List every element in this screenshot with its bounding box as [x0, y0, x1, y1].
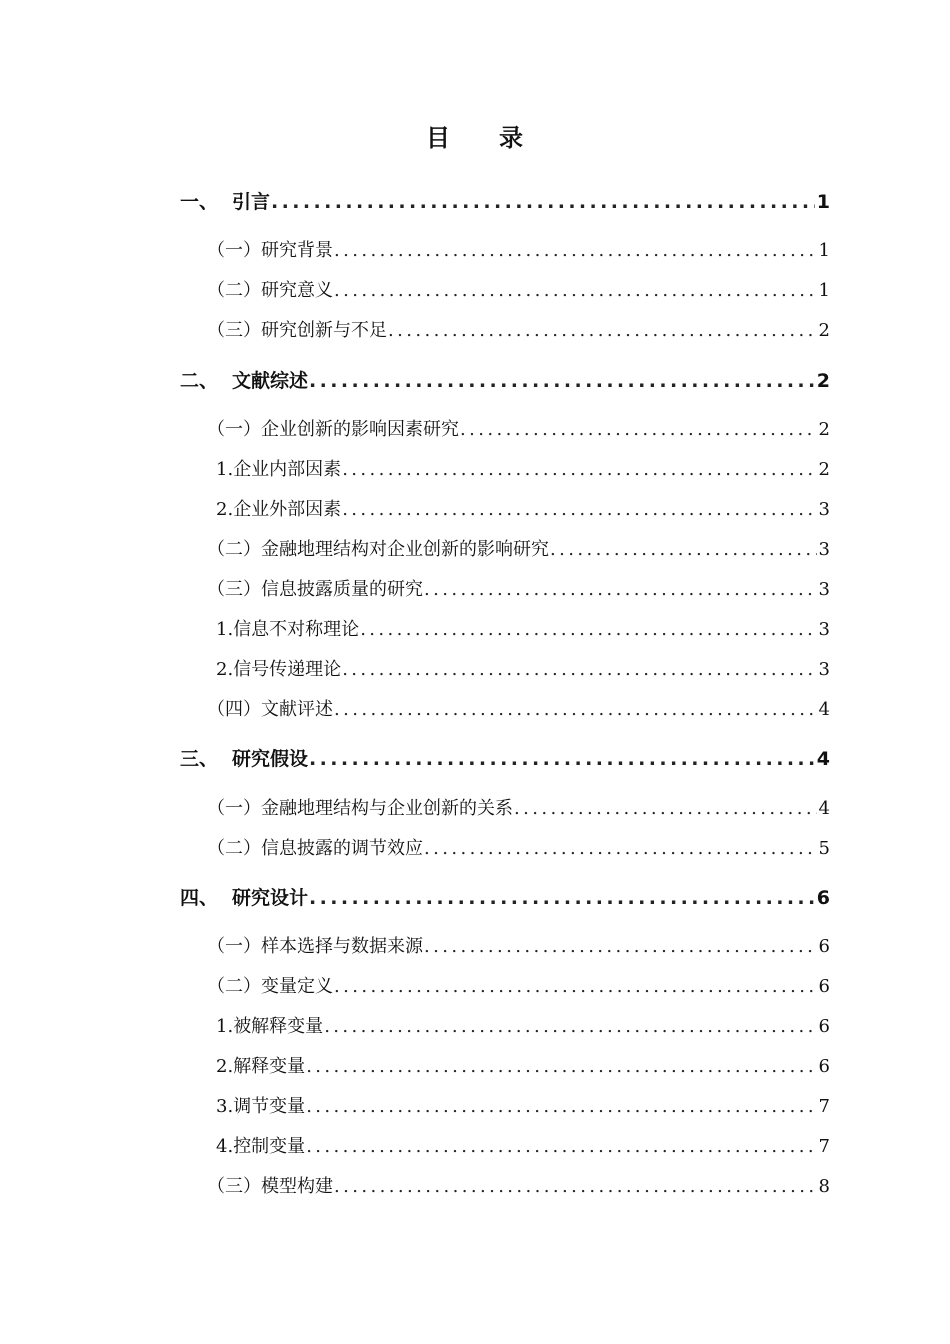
toc-entry-page-number: 1: [818, 280, 830, 301]
toc-entry-page-number: 3: [818, 539, 830, 560]
toc-leader-dots: [309, 366, 815, 396]
toc-entry-number: （三）: [207, 320, 261, 341]
toc-entry-page-number: 3: [818, 659, 830, 680]
toc-entry-number: 一、: [180, 191, 219, 213]
toc-entry-page-number: 4: [816, 748, 830, 770]
toc-entry-title: 控制变量: [233, 1136, 306, 1157]
toc-entry[interactable]: [207, 535, 830, 565]
toc-entry[interactable]: [207, 972, 830, 1002]
toc-leader-dots: [460, 415, 817, 445]
toc-entry[interactable]: [216, 1012, 830, 1042]
toc-entry-title: 调节变量: [233, 1096, 306, 1117]
toc-entry-page-number: 7: [818, 1096, 830, 1117]
toc-entry[interactable]: [216, 1052, 830, 1082]
toc-leader-dots: [388, 316, 817, 346]
toc-leader-dots: [342, 495, 816, 525]
toc-entry-page-number: 3: [818, 579, 830, 600]
toc-leader-dots: [334, 695, 817, 725]
toc-entry-page-number: 4: [818, 798, 830, 819]
toc-entry-page-number: 8: [818, 1176, 830, 1197]
toc-entry-title: 解释变量: [233, 1056, 306, 1077]
toc-entry-page-number: 1: [818, 240, 830, 261]
toc-entry-number: （一）: [207, 240, 261, 261]
toc-entry-page-number: 3: [818, 499, 830, 520]
toc-entry-title: 被解释变量: [233, 1016, 324, 1037]
toc-entry-title: 信息披露的调节效应: [261, 838, 423, 859]
toc-entry-title: 信号传递理论: [233, 659, 342, 680]
toc-entry-number: 1.: [216, 619, 234, 640]
toc-entry-title: 金融地理结构与企业创新的关系: [261, 798, 513, 819]
toc-leader-dots: [550, 535, 817, 565]
toc-entry-page-number: 4: [818, 699, 830, 720]
toc-leader-dots: [334, 972, 817, 1002]
toc-entry-page-number: 2: [816, 370, 830, 392]
toc-title-left: 目: [426, 124, 451, 152]
toc-entry-title: 文献评述: [261, 699, 333, 720]
toc-entry-page-number: 1: [816, 191, 830, 213]
toc-entry-number: （四）: [207, 699, 261, 720]
toc-leader-dots: [306, 1132, 816, 1162]
toc-entry-number: 4.: [216, 1136, 234, 1157]
toc-entry-title: 引言: [232, 191, 271, 213]
toc-entry-number: （二）: [207, 976, 261, 997]
toc-entry-number: 2.: [216, 1056, 234, 1077]
toc-entry-page-number: 7: [818, 1136, 830, 1157]
toc-entry-title: 变量定义: [261, 976, 333, 997]
toc-entry-title: 研究假设: [232, 748, 309, 770]
toc-entry[interactable]: [207, 932, 830, 962]
toc-entry-number: （二）: [207, 280, 261, 301]
toc-entry[interactable]: [216, 455, 830, 485]
toc-leader-dots: [309, 744, 815, 774]
toc-entry[interactable]: [216, 655, 830, 685]
toc-entry[interactable]: [216, 1092, 830, 1122]
toc-entry[interactable]: [207, 1172, 830, 1202]
toc-entry-title: 样本选择与数据来源: [261, 936, 423, 957]
toc-entry[interactable]: [207, 695, 830, 725]
toc-entry-title: 模型构建: [261, 1176, 333, 1197]
toc-entry[interactable]: [216, 1132, 830, 1162]
toc-entry-title: 文献综述: [232, 370, 309, 392]
toc-leader-dots: [424, 932, 817, 962]
toc-leader-dots: [342, 655, 816, 685]
toc-entry-page-number: 2: [818, 419, 830, 440]
toc-leader-dots: [309, 883, 815, 913]
toc-entry-number: （三）: [207, 1176, 261, 1197]
toc-leader-dots: [334, 276, 817, 306]
toc-entry-number: 1.: [216, 1016, 234, 1037]
toc-leader-dots: [360, 615, 816, 645]
toc-entry-number: （一）: [207, 419, 261, 440]
toc-entry-title: 企业内部因素: [233, 459, 342, 480]
toc-leader-dots: [306, 1052, 816, 1082]
toc-entry-number: 二、: [180, 370, 219, 392]
toc-leader-dots: [334, 1172, 817, 1202]
toc-leader-dots: [342, 455, 816, 485]
toc-entry[interactable]: [207, 834, 830, 864]
toc-entry-title: 研究背景: [261, 240, 333, 261]
toc-entry-number: （二）: [207, 838, 261, 859]
toc-entry-title: 金融地理结构对企业创新的影响研究: [261, 539, 549, 560]
toc-entry-number: 1.: [216, 459, 234, 480]
toc-leader-dots: [424, 834, 817, 864]
toc-entry-number: （二）: [207, 539, 261, 560]
toc-entry-number: 2.: [216, 659, 234, 680]
toc-entry[interactable]: [180, 187, 830, 217]
toc-entry-title: 企业外部因素: [233, 499, 342, 520]
toc-entry[interactable]: [207, 415, 830, 445]
toc-leader-dots: [424, 575, 817, 605]
toc-entry-title: 研究设计: [232, 887, 309, 909]
toc-entry-title: 企业创新的影响因素研究: [261, 419, 459, 440]
toc-entry[interactable]: [180, 744, 830, 774]
toc-title-right: 录: [499, 124, 524, 152]
toc-entry-page-number: 2: [818, 459, 830, 480]
toc-entry-number: 四、: [180, 887, 219, 909]
toc-entry-page-number: 5: [818, 838, 830, 859]
toc-entry-title: 信息披露质量的研究: [261, 579, 423, 600]
toc-entry[interactable]: [180, 366, 830, 396]
toc-entry-page-number: 6: [818, 1016, 830, 1037]
toc-entry[interactable]: [180, 883, 830, 913]
toc-entry-number: （三）: [207, 579, 261, 600]
toc-entry-page-number: 2: [818, 320, 830, 341]
toc-entry-page-number: 6: [818, 1056, 830, 1077]
toc-leader-dots: [324, 1012, 816, 1042]
toc-entry[interactable]: [216, 495, 830, 525]
toc-entry-page-number: 6: [818, 976, 830, 997]
toc-entry[interactable]: [207, 575, 830, 605]
toc-entry[interactable]: [207, 794, 830, 824]
toc-entry-page-number: 6: [816, 887, 830, 909]
toc-entry[interactable]: [207, 276, 830, 306]
toc-leader-dots: [334, 236, 817, 266]
toc-entry-number: 三、: [180, 748, 219, 770]
toc-entry-page-number: 6: [818, 936, 830, 957]
toc-entry-title: 研究创新与不足: [261, 320, 387, 341]
toc-leader-dots: [306, 1092, 816, 1122]
toc-leader-dots: [271, 187, 815, 217]
toc-entry-number: 3.: [216, 1096, 234, 1117]
toc-entry-title: 信息不对称理论: [233, 619, 360, 640]
toc-entry[interactable]: [216, 615, 830, 645]
toc-entry-number: 2.: [216, 499, 234, 520]
toc-entry[interactable]: [207, 316, 830, 346]
toc-entry-number: （一）: [207, 936, 261, 957]
toc-leader-dots: [514, 794, 817, 824]
toc-title: [0, 118, 950, 153]
toc-entry-page-number: 3: [818, 619, 830, 640]
toc-entry[interactable]: [207, 236, 830, 266]
toc-entry-title: 研究意义: [261, 280, 333, 301]
toc-entry-number: （一）: [207, 798, 261, 819]
